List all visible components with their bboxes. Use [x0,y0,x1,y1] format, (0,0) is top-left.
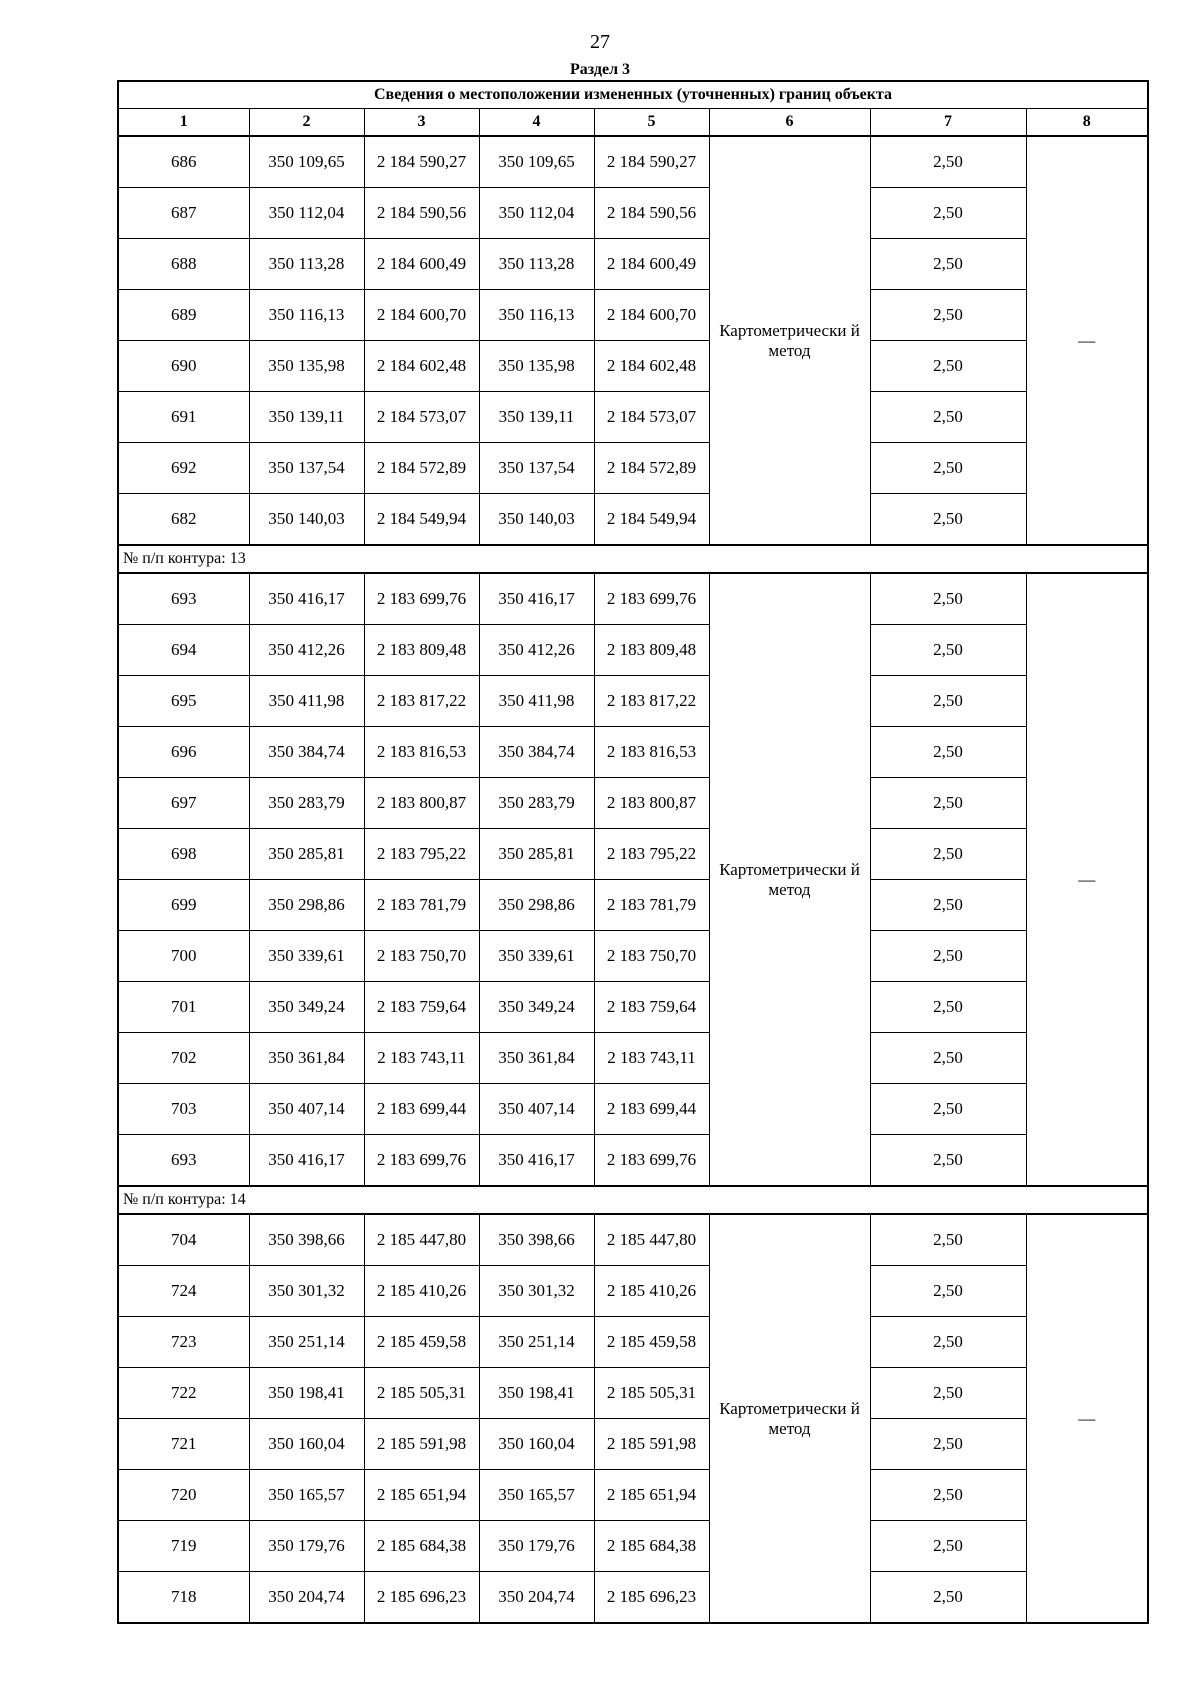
y-coordinate-cell: 2 183 699,44 [594,1084,709,1135]
point-number-cell: 694 [118,625,249,676]
x-coordinate-cell: 350 416,17 [479,573,594,625]
x-coordinate-cell: 350 140,03 [249,494,364,546]
accuracy-cell: 2,50 [870,982,1026,1033]
x-coordinate-cell: 350 135,98 [249,341,364,392]
y-coordinate-cell: 2 183 750,70 [364,931,479,982]
point-number-cell: 701 [118,982,249,1033]
point-number-cell: 699 [118,880,249,931]
x-coordinate-cell: 350 135,98 [479,341,594,392]
accuracy-cell: 2,50 [870,1214,1026,1266]
point-number-cell: 723 [118,1317,249,1368]
x-coordinate-cell: 350 285,81 [479,829,594,880]
y-coordinate-cell: 2 184 600,49 [364,239,479,290]
x-coordinate-cell: 350 165,57 [479,1470,594,1521]
point-number-cell: 695 [118,676,249,727]
x-coordinate-cell: 350 160,04 [249,1419,364,1470]
accuracy-cell: 2,50 [870,1368,1026,1419]
page-number: 27 [590,31,610,53]
accuracy-cell: 2,50 [870,494,1026,546]
x-coordinate-cell: 350 204,74 [249,1572,364,1624]
contour-header-row [118,545,1148,573]
table-row [118,188,1148,239]
y-coordinate-cell: 2 185 447,80 [364,1214,479,1266]
accuracy-cell: 2,50 [870,1521,1026,1572]
table-row [118,392,1148,443]
y-coordinate-cell: 2 185 410,26 [364,1266,479,1317]
y-coordinate-cell: 2 184 549,94 [594,494,709,546]
x-coordinate-cell: 350 179,76 [479,1521,594,1572]
x-coordinate-cell: 350 384,74 [249,727,364,778]
x-coordinate-cell: 350 411,98 [479,676,594,727]
column-number-row [118,109,1148,137]
y-coordinate-cell: 2 184 573,07 [594,392,709,443]
point-number-cell: 724 [118,1266,249,1317]
column-number: 3 [364,109,479,137]
x-coordinate-cell: 350 283,79 [479,778,594,829]
y-coordinate-cell: 2 185 651,94 [594,1470,709,1521]
y-coordinate-cell: 2 183 816,53 [594,727,709,778]
x-coordinate-cell: 350 140,03 [479,494,594,546]
y-coordinate-cell: 2 183 699,44 [364,1084,479,1135]
section-title: Раздел 3 [569,61,631,78]
y-coordinate-cell: 2 184 549,94 [364,494,479,546]
accuracy-cell: 2,50 [870,1470,1026,1521]
y-coordinate-cell: 2 183 781,79 [594,880,709,931]
coordinates-table [117,80,1149,1624]
x-coordinate-cell: 350 298,86 [249,880,364,931]
x-coordinate-cell: 350 361,84 [479,1033,594,1084]
accuracy-cell: 2,50 [870,931,1026,982]
x-coordinate-cell: 350 301,32 [479,1266,594,1317]
y-coordinate-cell: 2 185 505,31 [594,1368,709,1419]
point-number-cell: 686 [118,136,249,188]
note-cell: — [1026,573,1148,1186]
column-number: 4 [479,109,594,137]
y-coordinate-cell: 2 184 590,27 [364,136,479,188]
table-caption-row [118,81,1148,109]
accuracy-cell: 2,50 [870,778,1026,829]
accuracy-cell: 2,50 [870,443,1026,494]
x-coordinate-cell: 350 398,66 [479,1214,594,1266]
x-coordinate-cell: 350 349,24 [479,982,594,1033]
x-coordinate-cell: 350 285,81 [249,829,364,880]
method-cell: Картометрически й метод [709,573,870,1186]
table-row [118,1084,1148,1135]
x-coordinate-cell: 350 339,61 [479,931,594,982]
x-coordinate-cell: 350 416,17 [479,1135,594,1187]
x-coordinate-cell: 350 301,32 [249,1266,364,1317]
accuracy-cell: 2,50 [870,1084,1026,1135]
x-coordinate-cell: 350 398,66 [249,1214,364,1266]
column-number: 7 [870,109,1026,137]
y-coordinate-cell: 2 183 699,76 [594,573,709,625]
accuracy-cell: 2,50 [870,1135,1026,1187]
method-cell: Картометрически й метод [709,136,870,545]
x-coordinate-cell: 350 283,79 [249,778,364,829]
y-coordinate-cell: 2 184 590,56 [364,188,479,239]
y-coordinate-cell: 2 184 572,89 [364,443,479,494]
x-coordinate-cell: 350 412,26 [249,625,364,676]
x-coordinate-cell: 350 109,65 [479,136,594,188]
accuracy-cell: 2,50 [870,573,1026,625]
y-coordinate-cell: 2 183 809,48 [364,625,479,676]
table-row [118,1572,1148,1624]
accuracy-cell: 2,50 [870,239,1026,290]
table-row [118,239,1148,290]
column-number: 1 [118,109,249,137]
x-coordinate-cell: 350 165,57 [249,1470,364,1521]
point-number-cell: 693 [118,573,249,625]
x-coordinate-cell: 350 407,14 [249,1084,364,1135]
y-coordinate-cell: 2 183 816,53 [364,727,479,778]
accuracy-cell: 2,50 [870,1317,1026,1368]
table-row [118,829,1148,880]
accuracy-cell: 2,50 [870,1419,1026,1470]
table-row [118,1368,1148,1419]
y-coordinate-cell: 2 183 699,76 [364,1135,479,1187]
point-number-cell: 703 [118,1084,249,1135]
x-coordinate-cell: 350 407,14 [479,1084,594,1135]
table-row [118,880,1148,931]
x-coordinate-cell: 350 109,65 [249,136,364,188]
y-coordinate-cell: 2 184 573,07 [364,392,479,443]
table-row [118,136,1148,188]
point-number-cell: 700 [118,931,249,982]
point-number-cell: 702 [118,1033,249,1084]
point-number-cell: 692 [118,443,249,494]
x-coordinate-cell: 350 251,14 [479,1317,594,1368]
note-cell: — [1026,1214,1148,1623]
x-coordinate-cell: 350 116,13 [249,290,364,341]
y-coordinate-cell: 2 185 447,80 [594,1214,709,1266]
contour-label: № п/п контура: 14 [118,1186,1148,1214]
accuracy-cell: 2,50 [870,136,1026,188]
column-number: 6 [709,109,870,137]
y-coordinate-cell: 2 185 651,94 [364,1470,479,1521]
column-number: 2 [249,109,364,137]
y-coordinate-cell: 2 185 696,23 [594,1572,709,1624]
point-number-cell: 722 [118,1368,249,1419]
y-coordinate-cell: 2 184 600,70 [364,290,479,341]
x-coordinate-cell: 350 412,26 [479,625,594,676]
point-number-cell: 691 [118,392,249,443]
accuracy-cell: 2,50 [870,1033,1026,1084]
accuracy-cell: 2,50 [870,188,1026,239]
point-number-cell: 720 [118,1470,249,1521]
table-row [118,1033,1148,1084]
x-coordinate-cell: 350 251,14 [249,1317,364,1368]
point-number-cell: 697 [118,778,249,829]
y-coordinate-cell: 2 183 795,22 [364,829,479,880]
table-row [118,982,1148,1033]
x-coordinate-cell: 350 137,54 [249,443,364,494]
x-coordinate-cell: 350 198,41 [479,1368,594,1419]
column-number: 8 [1026,109,1148,137]
accuracy-cell: 2,50 [870,676,1026,727]
accuracy-cell: 2,50 [870,341,1026,392]
x-coordinate-cell: 350 384,74 [479,727,594,778]
point-number-cell: 682 [118,494,249,546]
x-coordinate-cell: 350 298,86 [479,880,594,931]
x-coordinate-cell: 350 112,04 [249,188,364,239]
y-coordinate-cell: 2 185 696,23 [364,1572,479,1624]
accuracy-cell: 2,50 [870,290,1026,341]
y-coordinate-cell: 2 183 699,76 [364,573,479,625]
y-coordinate-cell: 2 185 591,98 [364,1419,479,1470]
point-number-cell: 718 [118,1572,249,1624]
x-coordinate-cell: 350 113,28 [249,239,364,290]
y-coordinate-cell: 2 183 800,87 [594,778,709,829]
table-row [118,931,1148,982]
point-number-cell: 696 [118,727,249,778]
y-coordinate-cell: 2 183 817,22 [364,676,479,727]
point-number-cell: 693 [118,1135,249,1187]
accuracy-cell: 2,50 [870,880,1026,931]
x-coordinate-cell: 350 179,76 [249,1521,364,1572]
table-row [118,778,1148,829]
accuracy-cell: 2,50 [870,1266,1026,1317]
point-number-cell: 690 [118,341,249,392]
point-number-cell: 719 [118,1521,249,1572]
x-coordinate-cell: 350 112,04 [479,188,594,239]
table-row [118,494,1148,546]
y-coordinate-cell: 2 183 809,48 [594,625,709,676]
x-coordinate-cell: 350 160,04 [479,1419,594,1470]
y-coordinate-cell: 2 183 759,64 [364,982,479,1033]
table-row [118,1214,1148,1266]
y-coordinate-cell: 2 184 600,70 [594,290,709,341]
y-coordinate-cell: 2 183 781,79 [364,880,479,931]
table-row [118,1419,1148,1470]
y-coordinate-cell: 2 184 590,27 [594,136,709,188]
y-coordinate-cell: 2 185 591,98 [594,1419,709,1470]
table-row [118,1521,1148,1572]
x-coordinate-cell: 350 137,54 [479,443,594,494]
point-number-cell: 688 [118,239,249,290]
table-row [118,290,1148,341]
x-coordinate-cell: 350 139,11 [479,392,594,443]
contour-header-row [118,1186,1148,1214]
y-coordinate-cell: 2 183 759,64 [594,982,709,1033]
point-number-cell: 689 [118,290,249,341]
y-coordinate-cell: 2 183 800,87 [364,778,479,829]
y-coordinate-cell: 2 185 459,58 [364,1317,479,1368]
point-number-cell: 687 [118,188,249,239]
y-coordinate-cell: 2 183 743,11 [594,1033,709,1084]
x-coordinate-cell: 350 113,28 [479,239,594,290]
x-coordinate-cell: 350 204,74 [479,1572,594,1624]
table-caption: Сведения о местоположении измененных (уточненных) границ объекта [118,81,1148,109]
y-coordinate-cell: 2 183 795,22 [594,829,709,880]
y-coordinate-cell: 2 183 817,22 [594,676,709,727]
x-coordinate-cell: 350 416,17 [249,1135,364,1187]
contour-label: № п/п контура: 13 [118,545,1148,573]
table-row [118,676,1148,727]
table-row [118,625,1148,676]
x-coordinate-cell: 350 411,98 [249,676,364,727]
x-coordinate-cell: 350 116,13 [479,290,594,341]
y-coordinate-cell: 2 184 600,49 [594,239,709,290]
accuracy-cell: 2,50 [870,829,1026,880]
method-cell: Картометрически й метод [709,1214,870,1623]
y-coordinate-cell: 2 184 602,48 [594,341,709,392]
y-coordinate-cell: 2 185 505,31 [364,1368,479,1419]
y-coordinate-cell: 2 184 602,48 [364,341,479,392]
x-coordinate-cell: 350 361,84 [249,1033,364,1084]
table-row [118,1266,1148,1317]
x-coordinate-cell: 350 339,61 [249,931,364,982]
accuracy-cell: 2,50 [870,727,1026,778]
accuracy-cell: 2,50 [870,625,1026,676]
y-coordinate-cell: 2 185 459,58 [594,1317,709,1368]
table-row [118,1317,1148,1368]
y-coordinate-cell: 2 185 410,26 [594,1266,709,1317]
point-number-cell: 698 [118,829,249,880]
x-coordinate-cell: 350 139,11 [249,392,364,443]
accuracy-cell: 2,50 [870,392,1026,443]
table-row [118,727,1148,778]
table-row [118,443,1148,494]
y-coordinate-cell: 2 184 590,56 [594,188,709,239]
x-coordinate-cell: 350 198,41 [249,1368,364,1419]
x-coordinate-cell: 350 349,24 [249,982,364,1033]
y-coordinate-cell: 2 183 750,70 [594,931,709,982]
table-row [118,1135,1148,1187]
y-coordinate-cell: 2 184 572,89 [594,443,709,494]
x-coordinate-cell: 350 416,17 [249,573,364,625]
y-coordinate-cell: 2 185 684,38 [594,1521,709,1572]
point-number-cell: 721 [118,1419,249,1470]
table-row [118,573,1148,625]
point-number-cell: 704 [118,1214,249,1266]
note-cell: — [1026,136,1148,545]
y-coordinate-cell: 2 185 684,38 [364,1521,479,1572]
table-row [118,341,1148,392]
column-number: 5 [594,109,709,137]
accuracy-cell: 2,50 [870,1572,1026,1624]
y-coordinate-cell: 2 183 699,76 [594,1135,709,1187]
table-row [118,1470,1148,1521]
y-coordinate-cell: 2 183 743,11 [364,1033,479,1084]
